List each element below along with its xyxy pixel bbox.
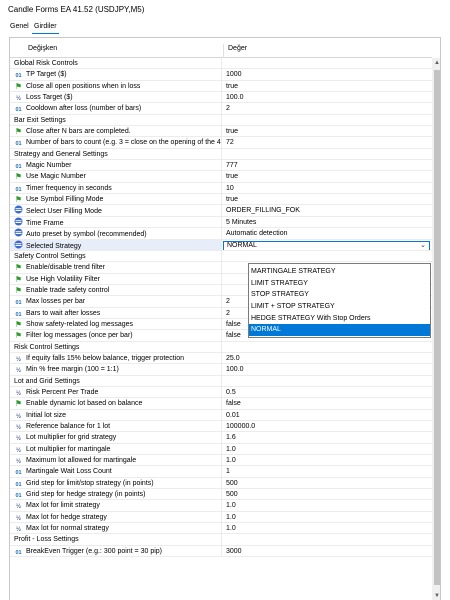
variable-label: Bars to wait after losses [26,309,101,317]
variable-label: Martingale Wait Loss Count [26,468,112,476]
value-text: 2 [226,298,230,306]
variable-label: Lot multiplier for martingale [26,445,111,453]
table-row[interactable] [10,160,432,171]
variable-label: Initial lot size [26,411,67,419]
value-cell[interactable] [222,69,432,80]
variable-label: TP Target ($) [26,71,67,79]
tab-bar [0,20,450,36]
section-label: Strategy and General Settings [14,150,108,158]
value-cell[interactable] [222,478,432,489]
variable-cell [10,126,222,137]
value-text: false [226,320,241,328]
table-row[interactable] [10,489,432,500]
value-cell[interactable] [222,205,432,216]
table-row[interactable] [10,432,432,443]
double-icon: ½ [15,447,21,454]
strategy-dropdown-list [248,263,431,338]
variable-cell [10,251,222,262]
strategy-select[interactable] [223,241,430,251]
table-row[interactable] [10,92,432,103]
variable-label: Enable/disable trend filter [26,264,105,272]
table-row[interactable] [10,217,432,228]
table-row[interactable] [10,421,432,432]
variable-cell [10,217,222,228]
enum-list-icon [14,240,23,249]
value-cell[interactable] [222,512,432,523]
table-row[interactable] [10,364,432,375]
value-text: 1.0 [226,445,236,453]
dropdown-option[interactable]: LIMIT STRATEGY [251,279,308,287]
variable-cell [10,512,222,523]
value-text: 500 [226,491,238,499]
integer-icon: 01 [15,141,22,148]
variable-cell [10,285,222,296]
value-text: true [226,82,239,90]
variable-label: Close after N bars are completed. [26,128,131,136]
scroll-up-arrow-icon[interactable]: ▲ [434,60,440,66]
variable-cell [10,274,222,285]
value-cell[interactable] [222,137,432,148]
value-cell[interactable] [222,398,432,409]
table-row[interactable] [10,183,432,194]
value-cell[interactable] [222,194,432,205]
dropdown-option[interactable]: STOP STRATEGY [251,291,309,299]
bool-flag-icon: ⚑ [14,331,23,341]
bool-flag-icon: ⚑ [14,274,23,284]
variable-cell [10,137,222,148]
variable-cell [10,240,222,251]
section-row [10,251,432,262]
table-row[interactable] [10,444,432,455]
value-text: true [226,196,239,204]
variable-label: Use Symbol Filling Mode [26,196,104,204]
variable-cell [10,421,222,432]
value-text: false [226,332,241,340]
variable-cell [10,296,222,307]
table-row[interactable] [10,194,432,205]
value-cell[interactable] [222,364,432,375]
variable-label: Lot multiplier for grid strategy [26,434,117,442]
variable-cell [10,478,222,489]
variable-label: Auto preset by symbol (recommended) [26,231,147,239]
section-label: Lot and Grid Settings [14,377,80,385]
variable-label: Max lot for hedge strategy [26,513,107,521]
value-text: 0.5 [226,388,236,396]
variable-label: Close all open positions when in loss [26,82,141,90]
section-row [10,376,432,387]
variable-label: Grid step for hedge strategy (in points) [26,491,146,499]
variable-label: Use Magic Number [26,173,86,181]
double-icon: ½ [15,368,21,375]
value-cell [222,149,432,160]
value-cell[interactable] [222,217,432,228]
value-text: 1.0 [226,525,236,533]
value-cell[interactable] [222,126,432,137]
value-cell[interactable] [222,500,432,511]
table-row[interactable] [10,137,432,148]
table-row[interactable] [10,478,432,489]
value-cell[interactable] [222,489,432,500]
value-cell[interactable] [222,240,432,251]
variable-cell [10,228,222,239]
value-cell [222,115,432,126]
table-row[interactable] [10,466,432,477]
section-label: Global Risk Controls [14,60,78,67]
variable-label: Reference balance for 1 lot [26,423,111,430]
value-cell [222,342,432,353]
scroll-thumb[interactable] [434,70,440,585]
value-text: 1 [226,468,230,476]
value-cell[interactable] [222,444,432,455]
section-label: Safety Control Settings [14,252,86,260]
variable-label: Max lot for normal strategy [26,525,109,533]
variable-cell [10,353,222,364]
variable-cell [10,81,222,92]
dropdown-option[interactable]: HEDGE STRATEGY With Stop Orders [251,314,371,322]
table-row[interactable] [10,387,432,398]
enum-list-icon [14,217,23,226]
table-row[interactable] [10,523,432,534]
value-text: 25.0 [226,354,240,362]
variable-cell [10,398,222,409]
bool-flag-icon: ⚑ [14,172,23,182]
double-icon: ½ [15,527,21,534]
table-row[interactable] [10,126,432,137]
table-row[interactable] [10,240,432,251]
variable-cell [10,330,222,341]
table-row[interactable] [10,228,432,239]
integer-icon: 01 [15,311,22,318]
table-row[interactable] [10,546,432,557]
double-icon: ½ [15,413,21,420]
value-text: 72 [226,139,234,147]
value-cell[interactable] [222,103,432,114]
double-icon: ½ [15,504,21,511]
variable-cell [10,171,222,182]
variable-cell [10,444,222,455]
double-icon: ½ [15,436,21,443]
variable-cell [10,160,222,171]
strategy-select-value: NORMAL [227,241,257,249]
integer-icon: 01 [15,470,22,477]
value-text: true [226,128,239,136]
variable-cell [10,308,222,319]
variable-label: BreakEven Trigger (e.g.: 300 point = 30 pip) [26,547,162,555]
double-icon: ½ [15,390,21,397]
double-icon: ½ [15,96,21,103]
value-cell[interactable] [222,421,432,432]
variable-cell [10,387,222,398]
variable-cell [10,149,222,160]
tab-general[interactable]: Genel [10,23,29,30]
enum-list-icon [14,205,23,214]
value-text: Automatic detection [226,230,288,238]
integer-icon: 01 [15,493,22,500]
value-cell [222,58,432,69]
value-cell[interactable] [222,171,432,182]
value-text: 5 Minutes [226,218,257,226]
dropdown-option[interactable]: NORMAL [249,324,430,336]
table-row[interactable] [10,353,432,364]
value-cell[interactable] [222,228,432,239]
variable-label: Magic Number [26,162,72,170]
value-cell [222,376,432,387]
variable-label: Max losses per bar [26,298,86,306]
variable-cell [10,410,222,421]
value-cell[interactable] [222,466,432,477]
enum-list-icon [14,228,23,237]
scroll-down-arrow-icon[interactable]: ▼ [434,593,440,599]
variable-label: Risk Percent Per Trade [26,388,99,396]
variable-cell [10,103,222,114]
value-text: 1000 [226,71,242,79]
bool-flag-icon: ⚑ [14,263,23,273]
section-label: Bar Exit Settings [14,116,66,124]
variable-label: Use High Volatility Filter [26,275,100,283]
variable-cell [10,183,222,194]
table-header [10,38,432,58]
value-text: 3000 [226,547,242,555]
integer-icon: 01 [15,300,22,307]
variable-cell [10,92,222,103]
value-text: ORDER_FILLING_FOK [226,207,300,215]
tab-inputs[interactable]: Girdiler [32,23,59,34]
integer-icon: 01 [15,481,22,488]
integer-icon: 01 [15,549,22,556]
variable-cell [10,262,222,273]
value-text: 100.0 [226,94,244,102]
section-label: Risk Control Settings [14,343,80,351]
section-label: Profit - Loss Settings [14,536,79,544]
bool-flag-icon: ⚑ [14,127,23,137]
value-cell[interactable] [222,546,432,557]
variable-label: Time Frame [26,219,64,227]
variable-cell [10,115,222,126]
column-header-value[interactable]: Değer [223,44,247,58]
variable-label: Timer frequency in seconds [26,184,112,192]
section-row [10,534,432,545]
value-cell[interactable] [222,183,432,194]
value-text: 2 [226,105,230,113]
variable-cell [10,523,222,534]
variable-cell [10,376,222,387]
value-cell[interactable] [222,432,432,443]
variable-cell [10,534,222,545]
value-text: false [226,400,241,408]
value-cell[interactable] [222,523,432,534]
variable-label: Select User Filling Mode [26,208,102,216]
variable-label: Cooldown after loss (number of bars) [26,105,142,113]
bool-flag-icon: ⚑ [14,285,23,295]
variable-label: Filter log messages (once per bar) [26,332,133,340]
variable-label: Min % free margin (100 = 1:1) [26,366,119,374]
variable-cell [10,205,222,216]
integer-icon: 01 [15,164,22,171]
variable-label: Show safety-related log messages [26,320,133,328]
value-text: true [226,173,239,181]
integer-icon: 01 [15,107,22,114]
dropdown-option[interactable]: MARTINGALE STRATEGY [251,268,336,275]
column-header-variable[interactable]: Değişken [28,45,58,52]
value-text: 2 [226,309,230,317]
variable-cell [10,69,222,80]
window-title: Candle Forms EA 41.52 (USDJPY,M5) [0,0,450,20]
variable-label: Maximum lot allowed for martingale [26,457,137,465]
variable-label: Loss Target ($) [26,94,73,102]
value-text: 10 [226,184,234,192]
table-row[interactable] [10,205,432,216]
variable-label: Max lot for limit strategy [26,502,100,510]
variable-cell [10,364,222,375]
value-text: 777 [226,162,238,170]
section-row [10,342,432,353]
variable-label: If equity falls 15% below balance, trigger protection [26,354,184,362]
table-row[interactable] [10,398,432,409]
value-cell [222,534,432,545]
value-cell[interactable] [222,387,432,398]
vertical-scrollbar[interactable] [432,58,441,600]
section-row [10,149,432,160]
double-icon: ½ [15,515,21,522]
bool-flag-icon: ⚑ [14,399,23,409]
double-icon: ½ [15,459,21,466]
table-row[interactable] [10,81,432,92]
variable-cell [10,546,222,557]
bool-flag-icon: ⚑ [14,81,23,91]
variable-label: Selected Strategy [26,242,82,250]
value-text: 1.6 [226,434,236,442]
value-cell [222,251,432,262]
value-text: 100.0 [226,366,244,374]
double-icon: ½ [15,356,21,363]
table-row[interactable] [10,171,432,182]
variable-cell [10,342,222,353]
variable-cell [10,500,222,511]
variable-label: Number of bars to count (e.g. 3 = close on the opening of the 4 [26,139,221,147]
section-row [10,58,432,69]
table-row[interactable] [10,500,432,511]
table-row[interactable] [10,455,432,466]
table-row[interactable] [10,69,432,80]
variable-cell [10,466,222,477]
value-cell[interactable] [222,353,432,364]
integer-icon: 01 [15,186,22,193]
variable-cell [10,489,222,500]
bool-flag-icon: ⚑ [14,195,23,205]
value-text: 100000.0 [226,423,256,430]
value-text: 500 [226,479,238,487]
value-cell[interactable] [222,81,432,92]
variable-cell [10,319,222,330]
double-icon: ½ [15,425,21,431]
variable-cell [10,455,222,466]
table-row[interactable] [10,103,432,114]
variable-cell [10,194,222,205]
table-row[interactable] [10,410,432,421]
value-text: 0.01 [226,411,240,419]
dropdown-option[interactable]: LIMIT + STOP STRATEGY [251,303,335,311]
value-text: 1.0 [226,457,236,465]
chevron-down-icon[interactable]: ⌄ [420,241,426,249]
bool-flag-icon: ⚑ [14,319,23,329]
value-cell[interactable] [222,92,432,103]
value-text: 1.0 [226,502,236,510]
value-cell[interactable] [222,455,432,466]
variable-cell [10,432,222,443]
value-cell[interactable] [222,160,432,171]
integer-icon: 01 [15,73,22,80]
variable-label: Enable dynamic lot based on balance [26,400,143,408]
value-cell[interactable] [222,410,432,421]
value-text: 1.0 [226,513,236,521]
table-row[interactable] [10,512,432,523]
variable-label: Enable trade safety control [26,286,110,294]
section-row [10,115,432,126]
variable-cell [10,58,222,69]
variable-label: Grid step for limit/stop strategy (in points) [26,479,154,487]
